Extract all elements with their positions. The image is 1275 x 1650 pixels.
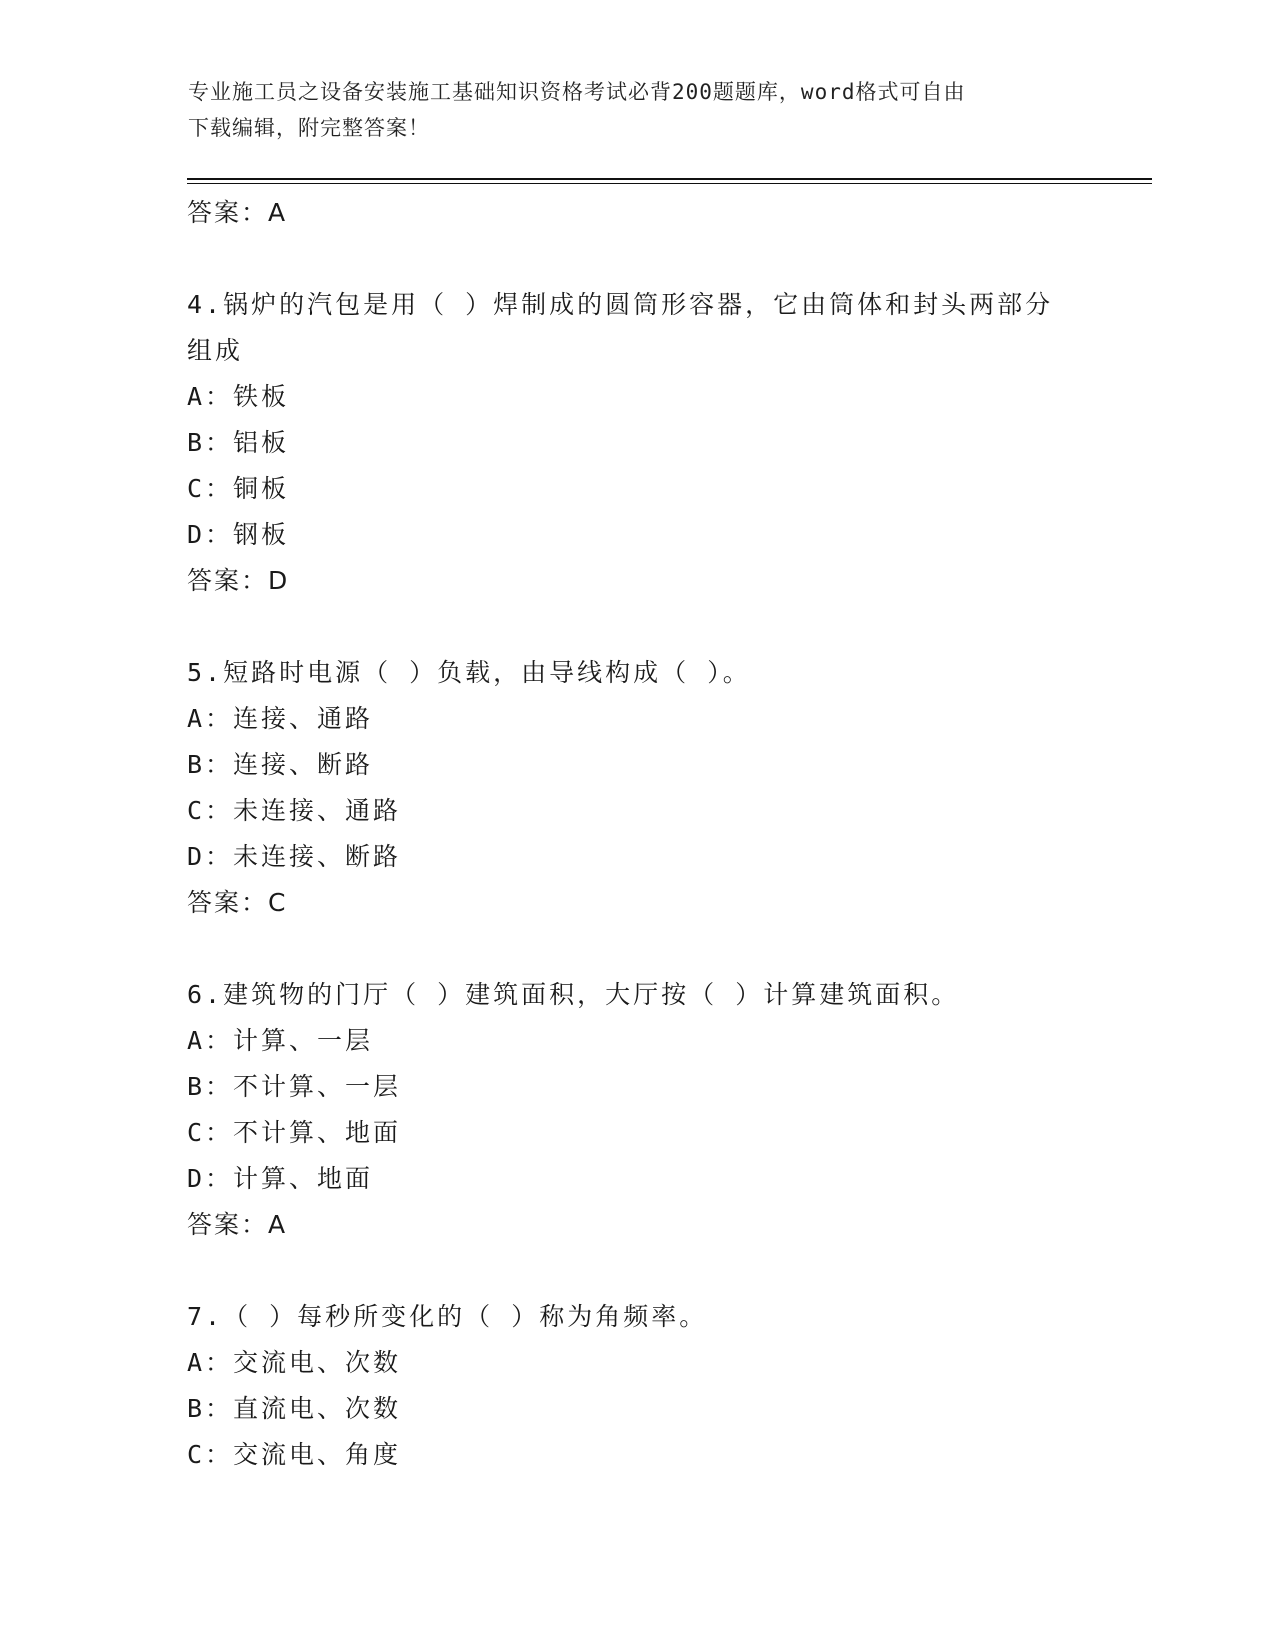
header-line-1: 专业施工员之设备安装施工基础知识资格考试必背200题题库，word格式可自由 (188, 80, 966, 104)
question-block (187, 650, 1107, 926)
option-c: C：不计算、地面 (187, 1118, 402, 1147)
option-d: D：未连接、断路 (187, 842, 402, 871)
spacer (187, 926, 1107, 972)
answer-line: 答案：A (187, 198, 288, 227)
option-a: A：铁板 (187, 382, 290, 411)
option-a: A：连接、通路 (187, 704, 374, 733)
question-stem: 4.锅炉的汽包是用（ ）焊制成的圆筒形容器，它由筒体和封头两部分 (187, 290, 1054, 319)
question-stem: 7.（ ）每秒所变化的（ ）称为角频率。 (187, 1302, 708, 1331)
answer-line: 答案：A (187, 1210, 288, 1239)
header-line-2: 下载编辑，附完整答案！ (188, 116, 430, 140)
option-b: B：不计算、一层 (187, 1072, 402, 1101)
option-d: D：钢板 (187, 520, 290, 549)
question-block (187, 972, 1107, 1248)
answer-line: 答案：C (187, 888, 288, 917)
spacer (187, 1248, 1107, 1294)
answer-line: 答案：D (187, 566, 290, 595)
option-a: A：交流电、次数 (187, 1348, 402, 1377)
question-stem: 6.建筑物的门厅（ ）建筑面积，大厅按（ ）计算建筑面积。 (187, 980, 960, 1009)
option-b: B：铝板 (187, 428, 290, 457)
spacer (187, 236, 1107, 282)
question-block (187, 282, 1107, 604)
document-header (188, 74, 1068, 146)
question-stem: 5.短路时电源（ ）负载，由导线构成（ ）。 (187, 658, 751, 687)
question-stem-continued: 组成 (187, 336, 244, 365)
option-b: B：直流电、次数 (187, 1394, 402, 1423)
option-b: B：连接、断路 (187, 750, 374, 779)
option-c: C：未连接、通路 (187, 796, 402, 825)
header-divider-thick (187, 178, 1152, 180)
option-a: A：计算、一层 (187, 1026, 374, 1055)
option-c: C：铜板 (187, 474, 290, 503)
question-list (187, 190, 1107, 1478)
question-block (187, 1294, 1107, 1478)
header-divider-thin (187, 183, 1152, 184)
spacer (187, 604, 1107, 650)
option-d: D：计算、地面 (187, 1164, 374, 1193)
option-c: C：交流电、角度 (187, 1440, 402, 1469)
